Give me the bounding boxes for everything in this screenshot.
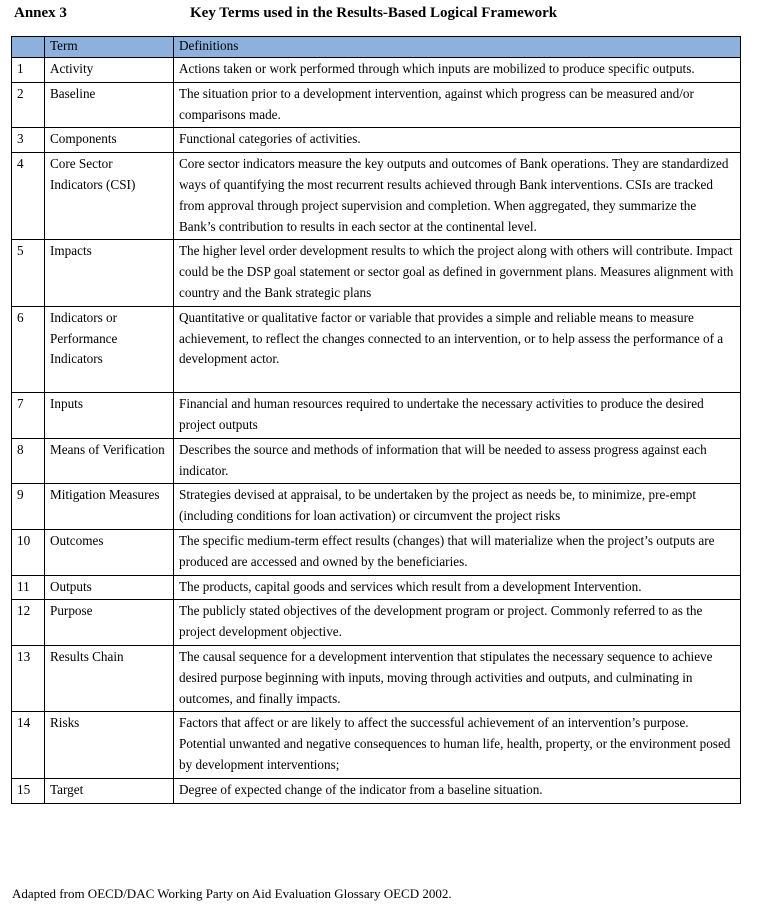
row-definition: The higher level order development results to which the project along with others will contribute. Impact could be the DSP goal statement or sector goal as defined in government plans. Measures alignment with country and the Bank strategic plans (174, 240, 741, 306)
table-body (12, 58, 741, 804)
row-definition: Strategies devised at appraisal, to be undertaken by the project as needs be, to minimize, pre-empt (including conditions for loan activation) or circumvent the project risks (174, 484, 741, 530)
row-number: 4 (12, 153, 45, 240)
row-number: 15 (12, 778, 45, 803)
row-term: Risks (45, 712, 174, 778)
row-number: 8 (12, 438, 45, 484)
table-row (12, 58, 741, 83)
row-number: 5 (12, 240, 45, 306)
table-row (12, 600, 741, 646)
table-row (12, 153, 741, 240)
row-term: Core Sector Indicators (CSI) (45, 153, 174, 240)
row-term: Baseline (45, 82, 174, 128)
row-term: Outcomes (45, 529, 174, 575)
row-term: Components (45, 128, 174, 153)
table-row (12, 393, 741, 439)
row-definition: Actions taken or work performed through which inputs are mobilized to produce specific outputs. (174, 58, 741, 83)
row-term: Means of Verification (45, 438, 174, 484)
row-term: Results Chain (45, 645, 174, 711)
row-term: Mitigation Measures (45, 484, 174, 530)
row-number: 11 (12, 575, 45, 600)
row-term: Target (45, 778, 174, 803)
row-number: 7 (12, 393, 45, 439)
row-definition: Financial and human resources required to undertake the necessary activities to produce the desired project outputs (174, 393, 741, 439)
column-header-term: Term (45, 37, 174, 58)
table-row (12, 484, 741, 530)
row-definition: The causal sequence for a development intervention that stipulates the necessary sequence to achieve desired purpose beginning with inputs, moving through activities and outputs, and culminating in outcomes, and finally impacts. (174, 645, 741, 711)
row-term: Outputs (45, 575, 174, 600)
table-row (12, 82, 741, 128)
row-definition: Functional categories of activities. (174, 128, 741, 153)
annex-label: Annex 3 (14, 5, 67, 21)
table-row (12, 438, 741, 484)
row-term: Inputs (45, 393, 174, 439)
row-definition: Degree of expected change of the indicator from a baseline situation. (174, 778, 741, 803)
row-number: 3 (12, 128, 45, 153)
row-number: 9 (12, 484, 45, 530)
column-header-definition: Definitions (174, 37, 741, 58)
row-definition: Quantitative or qualitative factor or variable that provides a simple and reliable means to measure achievement, to reflect the changes connected to an intervention, or to help assess the performance of a development actor. (174, 306, 741, 392)
table-row (12, 712, 741, 778)
row-definition: The specific medium-term effect results (changes) that will materialize when the project’s outputs are produced are accessed and owned by the beneficiaries. (174, 529, 741, 575)
document-heading (0, 2, 762, 26)
row-term: Impacts (45, 240, 174, 306)
key-terms-table (11, 36, 741, 804)
row-definition: The situation prior to a development intervention, against which progress can be measured and/or comparisons made. (174, 82, 741, 128)
row-number: 6 (12, 306, 45, 392)
row-number: 12 (12, 600, 45, 646)
table-row (12, 575, 741, 600)
row-number: 10 (12, 529, 45, 575)
table-header-row (12, 37, 741, 58)
annex-title: Key Terms used in the Results-Based Logical Framework (190, 5, 558, 21)
source-note: Adapted from OECD/DAC Working Party on Aid Evaluation Glossary OECD 2002. (12, 886, 452, 901)
table-row (12, 240, 741, 306)
row-number: 13 (12, 645, 45, 711)
column-header-number (12, 37, 45, 58)
table-row (12, 128, 741, 153)
row-definition: The publicly stated objectives of the development program or project. Commonly referred to as the project development objective. (174, 600, 741, 646)
table-row (12, 778, 741, 803)
row-definition: Factors that affect or are likely to affect the successful achievement of an intervention’s purpose. Potential unwanted and negative consequences to human life, health, property, or the environment posed by development interventions; (174, 712, 741, 778)
row-term: Indicators or Performance Indicators (45, 306, 174, 392)
row-definition: Describes the source and methods of information that will be needed to assess progress against each indicator. (174, 438, 741, 484)
row-number: 2 (12, 82, 45, 128)
row-term: Purpose (45, 600, 174, 646)
row-number: 1 (12, 58, 45, 83)
table-row (12, 529, 741, 575)
table-row (12, 645, 741, 711)
table-row (12, 306, 741, 392)
table-header (12, 37, 741, 58)
row-number: 14 (12, 712, 45, 778)
row-definition: Core sector indicators measure the key outputs and outcomes of Bank operations. They are standardized ways of quantifying the most recurrent results achieved through Bank interventions. CSIs are tracked from approval through project supervision and completion. When aggregated, they summarize the Bank’s contribution to results in each sector at the continental level. (174, 153, 741, 240)
row-definition: The products, capital goods and services which result from a development Intervention. (174, 575, 741, 600)
row-term: Activity (45, 58, 174, 83)
